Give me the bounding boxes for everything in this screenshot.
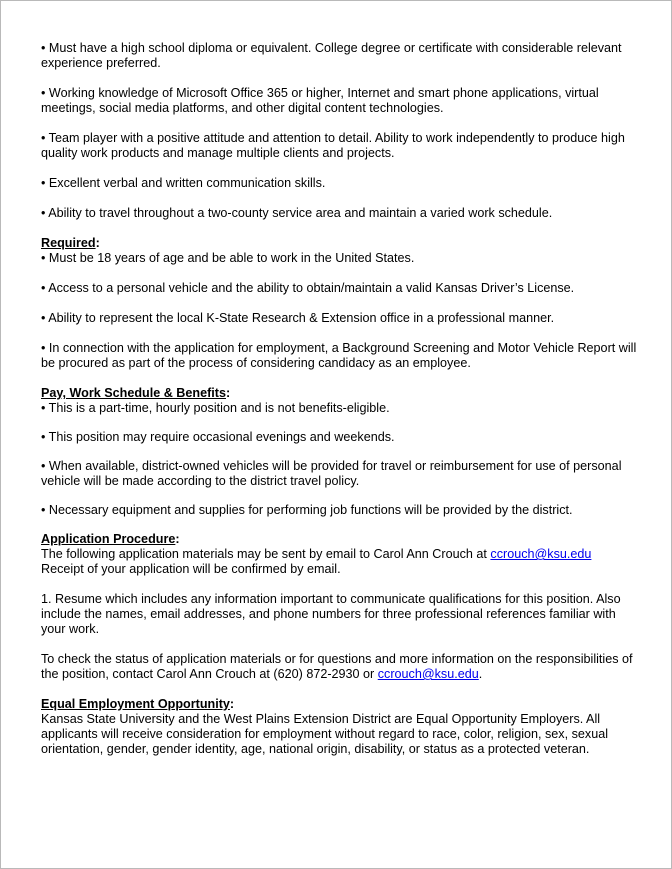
- qualification-item: • Working knowledge of Microsoft Office 365 or higher, Internet and smart phone applications, virtual meetings, social media platforms, and other digital content technologies.: [41, 86, 599, 115]
- required-heading: [41, 236, 637, 251]
- application-intro-after: Receipt of your application will be confirmed by email.: [41, 562, 341, 576]
- required-heading-text: Required: [41, 236, 96, 250]
- required-item: • In connection with the application for employment, a Background Screening and Motor Vehicle Report will be procured as part of the process of considering candidacy as an employee.: [41, 341, 637, 370]
- application-heading-colon: :: [175, 532, 180, 546]
- required-heading-colon: :: [95, 236, 100, 250]
- required-item: • Must be 18 years of age and be able to work in the United States.: [41, 251, 415, 265]
- pay-item: • When available, district-owned vehicles will be provided for travel or reimbursement for use of personal vehicle will be made according to the district travel policy.: [41, 459, 622, 488]
- application-intro-text: The following application materials may be sent by email to Carol Ann Crouch at: [41, 547, 491, 561]
- required-item: • Access to a personal vehicle and the ability to obtain/maintain a valid Kansas Driver’s License.: [41, 281, 575, 295]
- application-resume: 1. Resume which includes any information important to communicate qualifications for this position. Also include the names, email addresses, and phone numbers for three professional references familiar with your work.: [41, 592, 621, 636]
- document-content: [41, 41, 637, 772]
- application-status-text: To check the status of application materials or for questions and more information on the responsibilities of the position, contact Carol Ann Crouch at (620) 872-2930 or: [41, 652, 633, 681]
- pay-item: • This position may require occasional evenings and weekends.: [41, 430, 395, 444]
- application-heading-text: Application Procedure: [41, 532, 176, 546]
- application-heading: [41, 532, 637, 547]
- qualification-item: • Ability to travel throughout a two-county service area and maintain a varied work schedule.: [41, 206, 553, 220]
- application-status-after: .: [478, 667, 483, 681]
- qualification-item: • Must have a high school diploma or equivalent. College degree or certificate with considerable relevant experience preferred.: [41, 41, 622, 70]
- required-item: • Ability to represent the local K-State Research & Extension office in a professional manner.: [41, 311, 555, 325]
- pay-heading: [41, 386, 637, 401]
- qualification-item: • Team player with a positive attitude and attention to detail. Ability to work independently to produce high quality work products and manage multiple clients and projects.: [41, 131, 625, 160]
- application-intro: [41, 547, 637, 577]
- eeo-heading-text: Equal Employment Opportunity: [41, 697, 230, 711]
- application-status: [41, 652, 637, 682]
- eeo-heading: [41, 697, 637, 712]
- eeo-text: Kansas State University and the West Plains Extension District are Equal Opportunity Employers. All applicants will receive consideration for employment without regard to race, color, religion, sex, sexual orientation, gender, gender identity, age, national origin, disability, or status as a protected veteran.: [41, 712, 608, 756]
- qualification-item: • Excellent verbal and written communication skills.: [41, 176, 326, 190]
- status-email-link[interactable]: ccrouch@ksu.edu: [377, 667, 479, 681]
- pay-heading-colon: :: [226, 386, 231, 400]
- pay-heading-text: Pay, Work Schedule & Benefits: [41, 386, 226, 400]
- pay-item: • Necessary equipment and supplies for performing job functions will be provided by the district.: [41, 503, 573, 517]
- eeo-heading-colon: :: [229, 697, 235, 711]
- application-email-link[interactable]: ccrouch@ksu.edu: [490, 547, 592, 561]
- pay-item: • This is a part-time, hourly position and is not benefits-eligible.: [41, 401, 390, 415]
